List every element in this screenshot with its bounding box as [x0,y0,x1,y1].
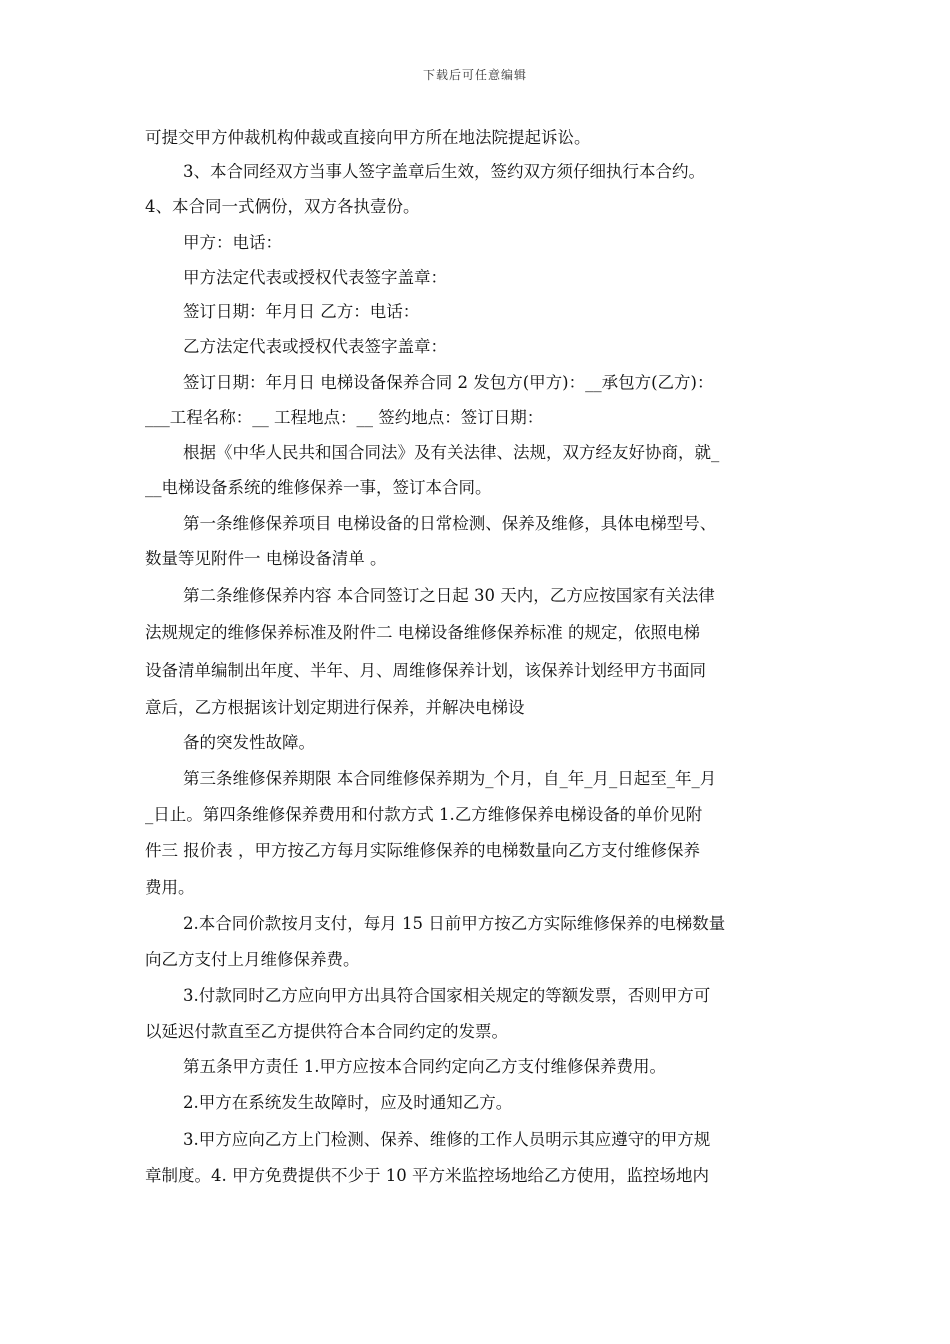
text-line: 根据《中华人民共和国合同法》及有关法律、法规，双方经友好协商，就_ [183,443,720,462]
text-line: 2.本合同价款按月支付，每月 15 日前甲方按乙方实际维修保养的电梯数量 [183,914,726,933]
text-line: 备的突发性故障。 [183,733,315,752]
text-line: 乙方法定代表或授权代表签字盖章： [183,337,447,356]
text-line: 4、本合同一式俩份，双方各执壹份。 [145,197,420,216]
text-line: 2.甲方在系统发生故障时，应及时通知乙方。 [183,1093,513,1112]
text-line: 第一条维修保养项目 电梯设备的日常检测、保养及维修，具体电梯型号、 [183,514,717,533]
text-line: 费用。 [145,878,195,897]
text-line: 第三条维修保养期限 本合同维修保养期为_个月，自_年_月_日起至_年_月 [183,769,717,788]
text-line: 向乙方支付上月维修保养费。 [145,950,360,969]
text-line: 3、本合同经双方当事人签字盖章后生效，签约双方须仔细执行本合约。 [183,162,705,181]
text-line: 以延迟付款直至乙方提供符合本合同约定的发票。 [145,1022,508,1041]
text-line: 数量等见附件一 电梯设备清单 。 [145,549,387,568]
text-line: __电梯设备系统的维修保养一事，签订本合同。 [145,478,492,497]
text-line: 件三 报价表 ，甲方按乙方每月实际维修保养的电梯数量向乙方支付维修保养 [145,841,700,860]
text-line: 章制度。4. 甲方免费提供不少于 10 平方米监控场地给乙方使用，监控场地内 [145,1166,709,1185]
text-line: 第二条维修保养内容 本合同签订之日起 30 天内，乙方应按国家有关法律 [183,586,715,605]
text-line: 签订日期：年月日 电梯设备保养合同 2 发包方(甲方)：__承包方(乙方)： [183,373,714,392]
text-line: 签订日期：年月日 乙方：电话： [183,302,420,321]
text-line: 第五条甲方责任 1.甲方应按本合同约定向乙方支付维修保养费用。 [183,1057,666,1076]
text-line: 甲方法定代表或授权代表签字盖章： [183,268,447,287]
text-line: _日止。第四条维修保养费用和付款方式 1.乙方维修保养电梯设备的单价见附 [145,805,703,824]
text-line: 甲方：电话： [183,233,282,252]
page-header: 下载后可任意编辑 [422,68,527,82]
text-line: 意后，乙方根据该计划定期进行保养，并解决电梯设 [145,698,525,717]
text-line: 法规规定的维修保养标准及附件二 电梯设备维修保养标准 的规定，依照电梯 [145,623,700,642]
text-line: 可提交甲方仲裁机构仲裁或直接向甲方所在地法院提起诉讼。 [145,128,591,147]
text-line: 3.付款同时乙方应向甲方出具符合国家相关规定的等额发票，否则甲方可 [183,986,711,1005]
text-line: ___工程名称：__ 工程地点：__ 签约地点：签订日期： [145,408,544,427]
text-line: 3.甲方应向乙方上门检测、保养、维修的工作人员明示其应遵守的甲方规 [183,1130,711,1149]
text-line: 设备清单编制出年度、半年、月、周维修保养计划，该保养计划经甲方书面同 [145,661,706,680]
